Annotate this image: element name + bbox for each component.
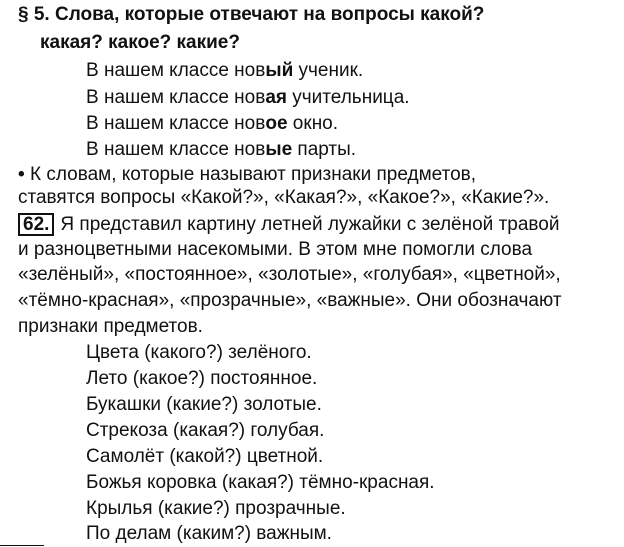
answer-line: По делам (каким?) важным.: [86, 523, 332, 544]
example-stem: В нашем классе нов: [86, 87, 266, 108]
example-stem: В нашем классе нов: [86, 113, 266, 134]
rule-text: К словам, которые называют признаки предметов,: [30, 164, 477, 185]
exercise-line-4: «тёмно-красная», «прозрачные», «важные». Они обозначают: [18, 290, 562, 311]
example-rest: парты.: [292, 139, 357, 160]
exercise-line-5: признаки предметов.: [18, 316, 203, 337]
example-stem: В нашем классе нов: [86, 60, 266, 81]
footer-divider: [0, 545, 44, 546]
example-rest: учительница.: [287, 87, 410, 108]
example-ending: ые: [265, 139, 293, 160]
example-rest: окно.: [287, 113, 339, 134]
exercise-line-3: «зелёный», «постоянное», «золотые», «голубая», «цветной»,: [18, 264, 561, 285]
answer-line: Божья коровка (какая?) тёмно-красная.: [86, 472, 435, 493]
example-rest: ученик.: [293, 60, 364, 81]
exercise-line-2: и разноцветными насекомыми. В этом мне помогли слова: [18, 239, 533, 260]
example-stem: В нашем классе нов: [86, 139, 266, 160]
answer-line: Самолёт (какой?) цветной.: [86, 446, 324, 467]
answer-line: Крылья (какие?) прозрачные.: [86, 498, 346, 519]
answer-line: Цвета (какого?) зелёного.: [86, 342, 312, 363]
rule-line-1: [18, 164, 476, 186]
example-sentence: [86, 139, 356, 161]
answer-line: Букашки (какие?) золотые.: [86, 394, 322, 415]
section-heading-line-1: § 5. Слова, которые отвечают на вопросы какой?: [18, 4, 485, 25]
example-ending: ый: [265, 60, 294, 81]
section-heading-line-2: какая? какое? какие?: [40, 32, 240, 53]
example-ending: ая: [265, 87, 287, 108]
exercise-text: Я представил картину летней лужайки с зелёной травой: [60, 214, 560, 235]
answer-line: Стрекоза (какая?) голубая.: [86, 420, 325, 441]
example-sentence: [86, 87, 410, 109]
example-sentence: [86, 60, 363, 82]
answer-line: Лето (какое?) постоянное.: [86, 368, 318, 389]
rule-line-2: ставятся вопросы «Какой?», «Какая?», «Какое?», «Какие?».: [18, 187, 550, 208]
exercise-number-badge: 62.: [18, 213, 54, 236]
bullet-icon: •: [18, 164, 25, 185]
example-ending: ое: [265, 113, 288, 134]
exercise-line-1: [18, 213, 559, 236]
example-sentence: [86, 113, 338, 135]
